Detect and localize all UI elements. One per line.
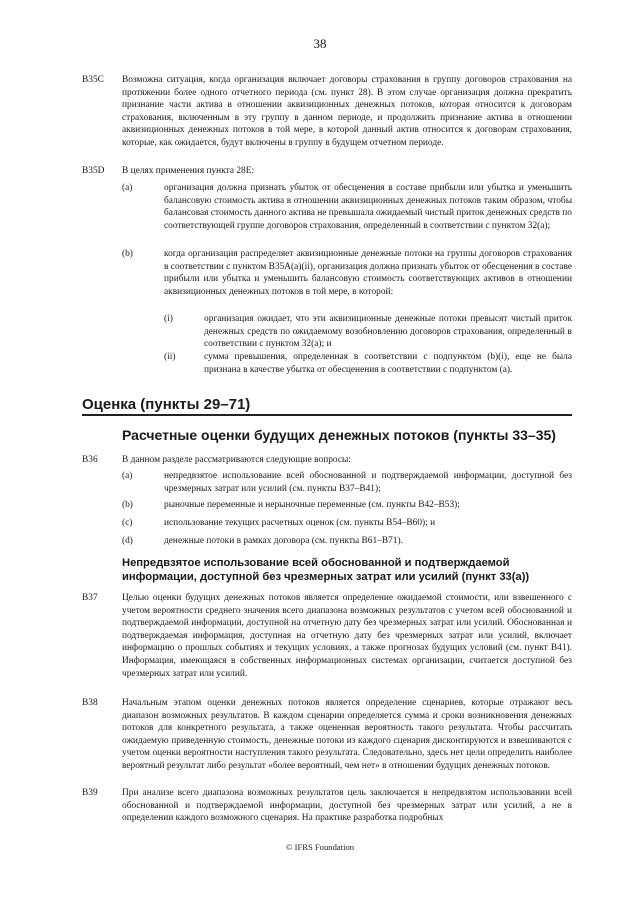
paragraph-id: B39 bbox=[82, 788, 98, 798]
subitem-text: рыночные переменные и нерыночные переменные (см. пункты B42–B53); bbox=[164, 500, 460, 510]
subitem-b-ii bbox=[164, 351, 572, 376]
subitem-label: (ii) bbox=[164, 352, 176, 362]
b36-item-b bbox=[122, 499, 572, 512]
page-footer: © IFRS Foundation bbox=[285, 842, 355, 852]
paragraph-id: B37 bbox=[82, 593, 98, 603]
subitem-label: (i) bbox=[164, 314, 173, 324]
section-rule bbox=[82, 414, 572, 416]
subitem-text: организация ожидает, что эти аквизиционные денежные потоки превысят чистый приток денежных средств по ожидаемому возобновлению договоров страхования, определенный в соответствии с пунктом 32(a); и bbox=[204, 314, 572, 350]
subitem-text: использование текущих расчетных оценок (см. пункты B54–B60); и bbox=[164, 518, 436, 528]
subitem-label: (d) bbox=[122, 536, 133, 546]
subitem-text: непредвзятое использование всей обоснованной и подтверждаемой информации, доступной без чрезмерных затрат или усилий (см. пункты B37–B41); bbox=[164, 471, 572, 494]
subitem-label: (b) bbox=[122, 500, 133, 510]
subitem-text: денежные потоки в рамках договора (см. пункты B61–B71). bbox=[164, 536, 403, 546]
section-heading: Оценка (пункты 29–71) bbox=[82, 396, 251, 413]
paragraph-b37 bbox=[82, 592, 572, 680]
subitem-label: (c) bbox=[122, 518, 133, 528]
paragraph-id: B36 bbox=[82, 455, 98, 465]
subitem-a bbox=[122, 182, 572, 232]
subsection-heading: Расчетные оценки будущих денежных потоков (пункты 33–35) bbox=[122, 427, 556, 443]
paragraph-intro: В целях применения пункта 28E: bbox=[122, 166, 255, 176]
page-number: 38 bbox=[313, 36, 327, 51]
subitem-b bbox=[122, 248, 572, 298]
subitem-label: (a) bbox=[122, 471, 133, 481]
paragraph-text: Целью оценки будущих денежных потоков является определение ожидаемой стоимости, или взвешенного с учетом вероятности среднего значения всего диапазона возможных результатов с учетом всей обоснованной и подтверждаемой информации, доступной на отчетную дату без чрезмерных затрат или усилий. Обоснованная и подтверждаемая информация, доступная на отчетную дату без чрезмерных затрат или усилий, включает информацию о прошлых событиях и текущих условиях, а также прогнозах будущих условий (см. пункт B41). Информация, имеющаяся в собственных информационных системах организации, считается доступной без чрезмерных затрат или усилий. bbox=[122, 593, 572, 679]
subsection-heading-2: Непредвзятое использование всей обоснованной и подтверждаемой информации, доступной без чрезмерных затрат или усилий (пункт 33(a)) bbox=[122, 557, 530, 583]
subitem-text: организация должна признать убыток от обесценения в составе прибыли или убытка и уменьшить балансовую стоимость актива в отношении аквизиционных денежных потоков таким образом, чтобы балансовая стоимость данного актива не превышала ожидаемый чистый приток денежных средств по соответствующей группе договоров страхования, определенный в соответствии с пунктом 32(a); bbox=[164, 183, 572, 231]
paragraph-b38 bbox=[82, 697, 572, 773]
paragraph-id: B35C bbox=[82, 75, 104, 85]
paragraph-text: При анализе всего диапазона возможных результатов цель заключается в непредвзятом использовании всей обоснованной и подтверждаемой информации, доступной без чрезмерных затрат или усилий, а не в определении каждого возможного сценария. На практике разработка подробных bbox=[122, 788, 572, 824]
paragraph-b35d bbox=[82, 165, 572, 178]
b36-item-a bbox=[122, 470, 572, 495]
subitem-label: (b) bbox=[122, 249, 133, 259]
paragraph-b39 bbox=[82, 787, 572, 825]
paragraph-text: Возможна ситуация, когда организация включает договоры страхования в группу договоров страхования на протяжении более одного отчетного периода (см. пункт 28). В этом случае организация должна прекратить признание части актива в отношении аквизиционных денежных потоков, которая относится к договорам страхования, включенным в эту группу в данном периоде, и продолжить признание актива в отношении аквизиционных денежных потоков в той мере, в которой данный актив относится к договорам страхования, которые, как ожидается, будут включены в группу в будущем отчетном периоде. bbox=[122, 75, 572, 148]
paragraph-id: B35D bbox=[82, 166, 105, 176]
subitem-label: (a) bbox=[122, 183, 133, 193]
paragraph-intro: В данном разделе рассматриваются следующие вопросы: bbox=[122, 455, 351, 465]
paragraph-id: B38 bbox=[82, 698, 98, 708]
paragraph-b36 bbox=[82, 454, 572, 467]
b36-item-c bbox=[122, 517, 572, 530]
subitem-text: сумма превышения, определенная в соответствии с подпунктом (b)(i), еще не была признана в качестве убытка от обесценения в соответствии с подпунктом (a). bbox=[204, 352, 572, 375]
b36-item-d bbox=[122, 535, 572, 548]
paragraph-text: Начальным этапом оценки денежных потоков является определение сценариев, которые отражают весь диапазон возможных результатов. В каждом сценарии определяется сумма и сроки возникновения денежных потоков для конкретного результата, а также оцененная вероятность такого результата. Чтобы рассчитать ожидаемую приведенную стоимость, денежные потоки из каждого сценария дисконтируются и взвешиваются с учетом оценки вероятности наступления такого результата. Следовательно, здесь нет цели определить наиболее вероятный результат либо результат «более вероятный, чем нет» в отношении будущих денежных потоков. bbox=[122, 698, 572, 771]
paragraph-b35c bbox=[82, 74, 572, 150]
subitem-b-i bbox=[164, 313, 572, 351]
subitem-text: когда организация распределяет аквизиционные денежные потоки на группы договоров страхования в соответствии с пунктом B35A(a)(ii), организация должна признать убыток от обесценения в составе прибыли или убытка и уменьшить балансовую стоимость соответствующих активов в отношении аквизиционных денежных потоков в той мере, в которой: bbox=[164, 249, 572, 297]
